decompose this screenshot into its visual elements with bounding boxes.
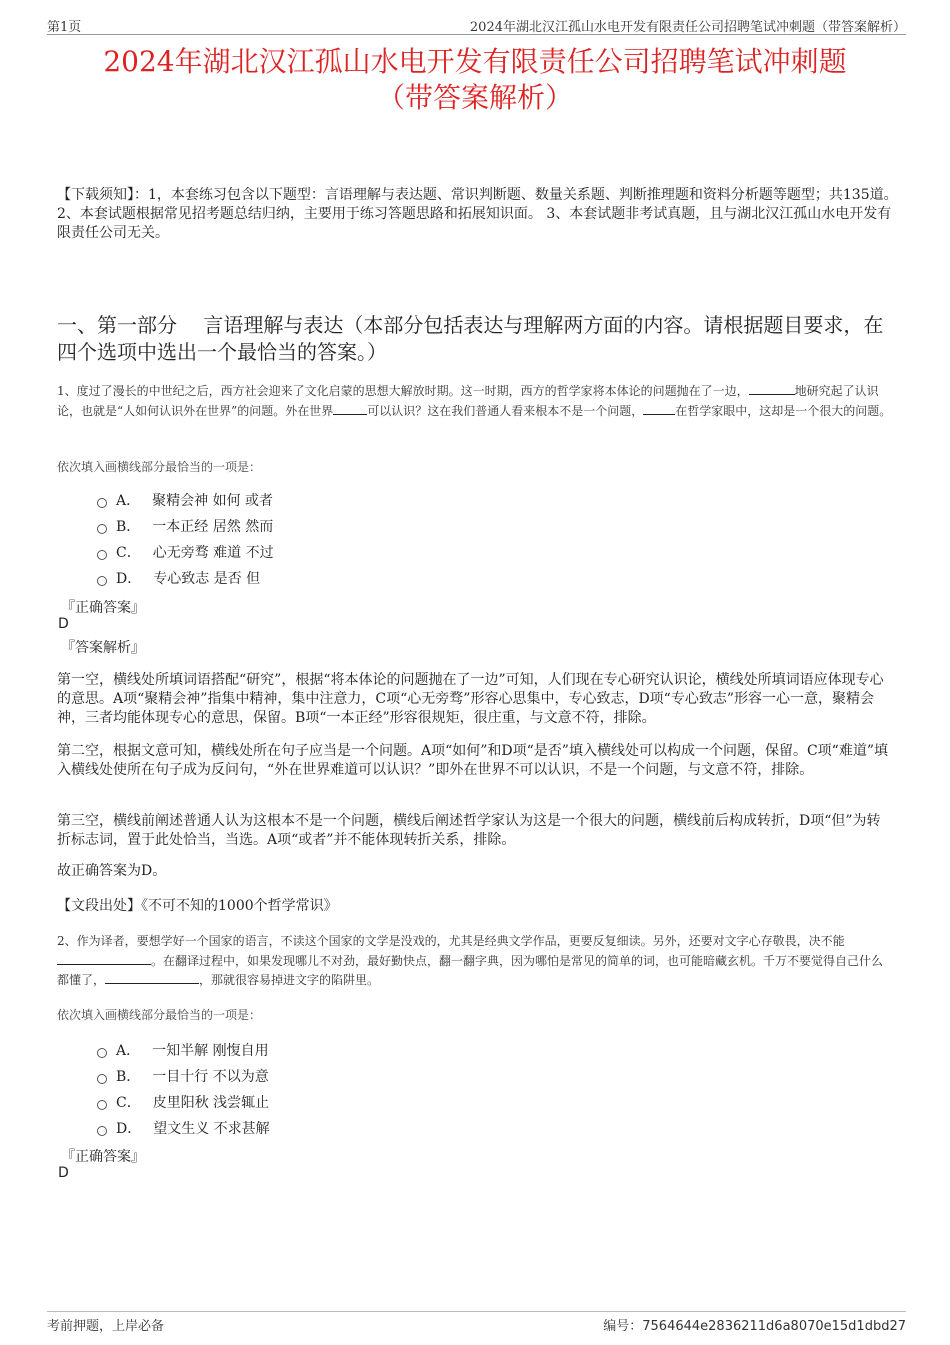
- correct-answer: D: [58, 616, 69, 632]
- header-doc-title: 2024年湖北汉江孤山水电开发有限责任公司招聘笔试冲刺题（带答案解析）: [469, 20, 906, 35]
- section-heading: 一、第一部分 言语理解与表达（本部分包括表达与理解两方面的内容。请根据题目要求，在四个选项中选出一个最恰当的答案。）: [57, 313, 884, 364]
- radio-icon[interactable]: [97, 498, 107, 508]
- page-header: [47, 14, 906, 35]
- radio-icon[interactable]: [97, 576, 107, 586]
- analysis-paragraph-1: 第一空，横线处所填词语搭配“研究”，根据“将本体论的问题抛在了一边”可知，人们现在专心研究认识论，横线处所填词语应体现专心的意思。A项“聚精会神”指集中精神，集中注意力，C项“心无旁骛”形容心思集中，专心致志，D项“专心致志”形容一心一意，聚精会神，三者均能体现专心的意思，保留。B项“一本正经”形容很规矩，很庄重，与文意不符，排除。: [57, 672, 884, 726]
- analysis-paragraph-3: 第三空，横线前阐述普通人认为这根本不是一个问题，横线后阐述哲学家认为这是一个很大的问题，横线前后构成转折，D项“但”为转折标志词，置于此处恰当，当选。A项“或者”并不能体现转折关系，排除。: [57, 813, 881, 848]
- question-1-options: [97, 487, 274, 591]
- radio-icon[interactable]: [97, 1074, 107, 1084]
- radio-icon[interactable]: [97, 524, 107, 534]
- option-d[interactable]: D． 专心致志 是否 但: [97, 565, 274, 591]
- correct-answer-label: 『正确答案』: [61, 600, 145, 616]
- text-source: 【文段出处】《不可不知的1000个哲学常识》: [57, 898, 338, 914]
- option-a[interactable]: A． 一知半解 刚愎自用: [97, 1037, 270, 1063]
- title-line-1: 2024年湖北汉江孤山水电开发有限责任公司招聘笔试冲刺题: [103, 45, 847, 78]
- radio-icon[interactable]: [97, 1126, 107, 1136]
- option-a[interactable]: A． 聚精会神 如何 或者: [97, 487, 274, 513]
- option-c[interactable]: C． 心无旁骛 难道 不过: [97, 539, 274, 565]
- footer-slogan: 考前押题，上岸必备: [47, 1319, 165, 1334]
- question-2-options: [97, 1037, 270, 1141]
- option-c[interactable]: C． 皮里阳秋 浅尝辄止: [97, 1089, 270, 1115]
- blank: [105, 971, 199, 984]
- radio-icon[interactable]: [97, 550, 107, 560]
- question-1-stem: 1、度过了漫长的中世纪之后，西方社会迎来了文化启蒙的思想大解放时期。这一时期，西方的哲学家将本体论的问题抛在了一边， 地研究起了认识论，也就是“人如何认识外在世界”的问题。外在世界 可以认识？这在我们普通人看来根本不是一个问题， 在哲学家眼中，这却是一个很大的问题。: [57, 384, 892, 418]
- question-2-stem: 2、作为译者，要想学好一个国家的语言，不读这个国家的文学是没戏的，尤其是经典文学作品，更要反复细读。另外，还要对文字心存敬畏，决不能。在翻译过程中，如果发现哪儿不对劲，最好勤快点，翻一翻字典，因为哪怕是常见的简单的词，也可能暗藏玄机。千万不要觉得自己什么都懂了， ，那就很容易掉进文字的陷阱里。: [57, 934, 884, 987]
- download-notice: 【下载须知】：1，本套练习包含以下题型：言语理解与表达题、常识判断题、数量关系题、判断推理题和资料分析题等题型；共135道。 2、本套试题根据常见招考题总结归纳，主要用于练习答题思路和拓展知识面。 3、本套试题非考试真题，且与湖北汉江孤山水电开发有限责任公司无关。: [57, 187, 898, 241]
- footer-code: 编号：7564644e2836211d6a8070e15d1dbd27: [603, 1319, 906, 1334]
- radio-icon[interactable]: [97, 1048, 107, 1058]
- analysis-label: 『答案解析』: [61, 640, 145, 656]
- correct-answer: D: [58, 1165, 69, 1181]
- option-b[interactable]: B． 一目十行 不以为意: [97, 1063, 270, 1089]
- blank: [643, 402, 675, 415]
- analysis-paragraph-2: 第二空，根据文意可知，横线处所在句子应当是一个问题。A项“如何”和D项“是否”填入横线处可以构成一个问题，保留。C项“难道”填入横线处使所在句子成为反问句，“外在世界难道可以认识？”即外在世界不可以认识，不是一个问题，与文意不符，排除。: [57, 743, 888, 778]
- analysis-conclusion: 故正确答案为D。: [57, 863, 167, 879]
- title-line-2: （带答案解析）: [376, 81, 573, 114]
- blank: [749, 382, 795, 395]
- blank: [57, 952, 151, 965]
- question-1-prompt: 依次填入画横线部分最恰当的一项是：: [57, 460, 262, 474]
- option-b[interactable]: B． 一本正经 居然 然而: [97, 513, 274, 539]
- correct-answer-label: 『正确答案』: [61, 1149, 145, 1165]
- page-number: 第1页: [47, 20, 82, 35]
- option-d[interactable]: D． 望文生义 不求甚解: [97, 1115, 270, 1141]
- page-footer: [47, 1311, 906, 1334]
- question-2-prompt: 依次填入画横线部分最恰当的一项是：: [57, 1008, 262, 1022]
- page-title: [40, 44, 910, 116]
- radio-icon[interactable]: [97, 1100, 107, 1110]
- blank: [333, 402, 367, 415]
